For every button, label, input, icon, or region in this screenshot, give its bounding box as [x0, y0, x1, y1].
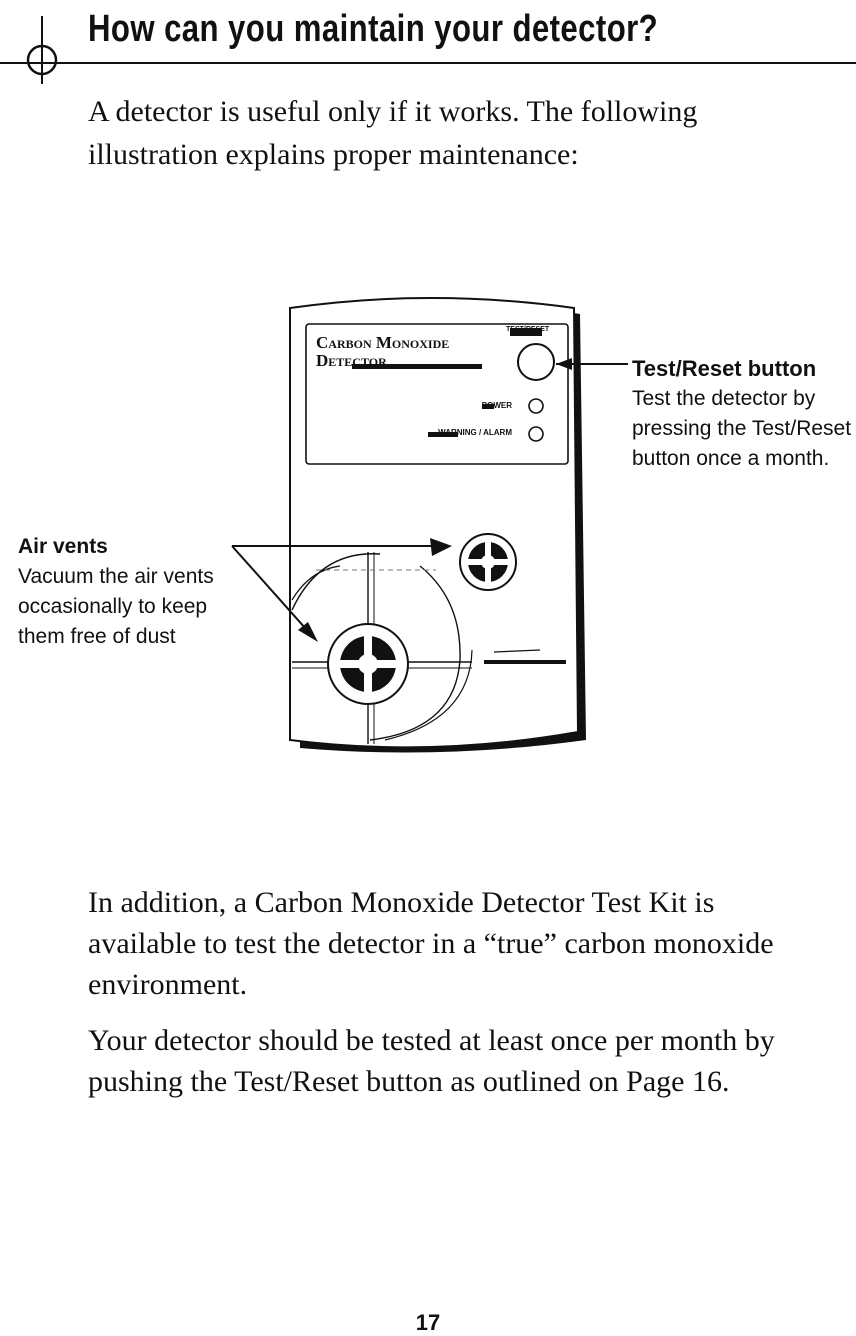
page-title: How can you maintain your detector?	[88, 8, 659, 50]
warning-alarm-led-label: WARNING / ALARM	[438, 428, 512, 437]
monthly-test-paragraph: Your detector should be tested at least once per month by pushing the Test/Reset button as outlined on Page 16.	[88, 1024, 775, 1098]
registration-mark-icon	[0, 8, 90, 84]
test-reset-callout-text: Test the detector by pressing the Test/Reset button once a month.	[632, 387, 852, 470]
power-led-label: POWER	[481, 401, 512, 410]
title-rule	[0, 62, 856, 64]
test-kit-paragraph: In addition, a Carbon Monoxide Detector Test Kit is available to test the detector in a “true” carbon monoxide environment.	[88, 886, 774, 1001]
test-reset-small-label: TEST/RESET	[506, 326, 550, 333]
test-reset-callout	[632, 354, 852, 474]
power-led-icon	[529, 399, 543, 413]
air-vents-callout-heading: Air vents	[18, 535, 108, 558]
air-vents-callout-text: Vacuum the air vents occasionally to keep them free of dust	[18, 565, 214, 648]
air-vents-callout	[18, 532, 248, 652]
page-number: 17	[415, 1310, 441, 1335]
alarm-led-icon	[529, 427, 543, 441]
lower-air-vent-icon	[328, 624, 408, 704]
detector-illustration	[0, 270, 856, 790]
intro-paragraph: A detector is useful only if it works. The following illustration explains proper maintenance:	[88, 95, 698, 171]
test-reset-button-icon	[518, 344, 554, 380]
upper-air-vent-icon	[460, 534, 516, 590]
device-brand-label: Carbon Monoxide Detector	[316, 333, 450, 370]
test-reset-callout-heading: Test/Reset button	[632, 356, 817, 381]
